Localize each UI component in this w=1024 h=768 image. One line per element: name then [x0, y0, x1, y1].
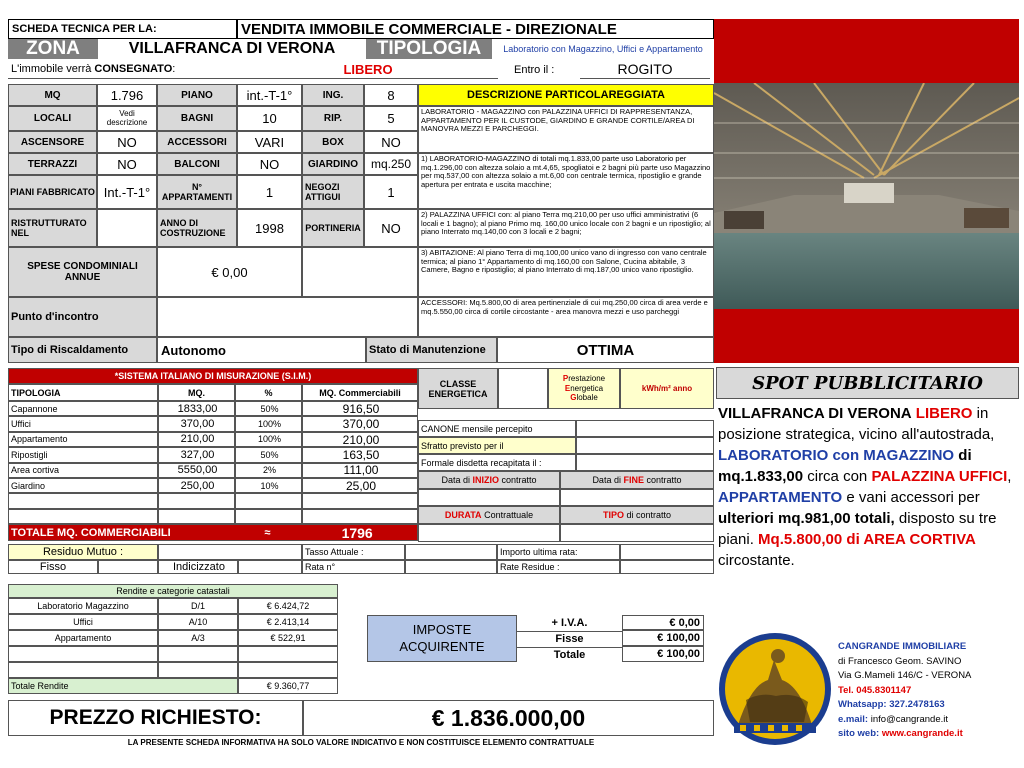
disclaimer: LA PRESENTE SCHEDA INFORMATIVA HA SOLO VALORE INDICATIVO E NON COSTITUISCE ELEMENTO CONTRATTUALE: [127, 737, 595, 747]
fisse-value: € 100,00: [622, 630, 704, 646]
descrizione-title: DESCRIZIONE PARTICOLAREGGIATA: [418, 84, 714, 106]
imposte-totale-label: Totale: [517, 647, 622, 662]
rate-residue-label: Rate Residue :: [497, 560, 620, 574]
rendite-empty-4: [8, 662, 158, 678]
spot-t8: ,: [1007, 468, 1012, 485]
agency-info: [838, 640, 1018, 742]
tipo-contratto-value: [560, 524, 714, 542]
sim-cell-tipologia: Uffici: [8, 416, 158, 431]
rendite-empty-6: [238, 662, 338, 678]
sim-cell-tipologia: Giardino: [8, 478, 158, 493]
agency-name: CANGRANDE IMMOBILIARE: [838, 641, 967, 652]
sim-cell-mq: 370,00: [158, 416, 235, 431]
descrizione-abitazione: 3) ABITAZIONE: Al piano Terra di mq.100,00 unico vano di ingresso con vano centrale termica; al piano 1° Appartamento di mq.160,00 con Salone, Cucina abitabile, 3 Camere, Bagno e ripostiglio; al piano Interrato di mq.187,00 unico vano ripostiglio.: [418, 247, 714, 297]
spot-t14: circostante.: [718, 552, 795, 569]
sim-title: *SISTEMA ITALIANO DI MISURAZIONE (S.I.M.): [8, 368, 418, 384]
prezzo-value: € 1.836.000,00: [303, 700, 714, 736]
piano-value: int.-T-1°: [237, 84, 302, 106]
sim-cell-commerciabili: 111,00: [302, 463, 418, 478]
sim-cell-commerciabili: 210,00: [302, 432, 418, 447]
spot-t1: VILLAFRANCA DI VERONA: [718, 405, 912, 422]
spot-t4: LABORATORIO con MAGAZZINO: [718, 447, 955, 464]
importo-label: Importo ultima rata:: [497, 544, 620, 560]
mutuo-indicizzato-value: [238, 560, 302, 574]
descrizione-uffici: 2) PALAZZINA UFFICI con: al piano Terra mq.210,00 per uso uffici amministrativi (6 locali e 1 bagno); al piano Primo mq. 160,00 unico locale con 2 bagni e un ripostiglio; al piano Interrato mq.140,00 con 3 locali e 2 bagni;: [418, 209, 714, 247]
red-banner-bottom: [714, 309, 1019, 363]
disdetta-value: [576, 454, 714, 471]
giardino-label: GIARDINO: [302, 153, 364, 175]
accessori-value: VARI: [237, 131, 302, 153]
ascensore-value: NO: [97, 131, 157, 153]
spot-t10: e vani accessori per: [846, 489, 980, 506]
rata-value: [405, 560, 497, 574]
rendite-cell-categoria: A/3: [158, 630, 238, 646]
sim-cell-mq: 1833,00: [158, 401, 235, 416]
data-inizio-label: [418, 471, 560, 489]
sim-totale-label: TOTALE MQ. COMMERCIABILI: [11, 526, 171, 539]
rip-value: 5: [364, 106, 418, 131]
inizio-word: INIZIO: [472, 475, 499, 485]
sim-cell-mq: 5550,00: [158, 463, 235, 478]
rendite-cell-immobile: Appartamento: [8, 630, 158, 646]
sim-header-mq: MQ.: [158, 384, 235, 401]
tasso-value: [405, 544, 497, 560]
accessori-label: ACCESSORI: [157, 131, 237, 153]
tasso-label: Tasso Attuale :: [302, 544, 405, 560]
bagni-label: BAGNI: [157, 106, 237, 131]
agency-whatsapp[interactable]: Whatsapp: 327.2478163: [838, 699, 945, 710]
piani-label: PIANI FABBRICATO: [8, 175, 97, 209]
mutuo-fisso: Fisso: [8, 560, 98, 574]
sim-empty-cell: [302, 493, 418, 508]
entro-label: Entro il :: [514, 63, 555, 76]
appartamenti-label: N° APPARTAMENTI: [157, 175, 237, 209]
terrazzi-value: NO: [97, 153, 157, 175]
rendite-empty-1: [8, 646, 158, 662]
data-fine-prefix: Data di: [592, 475, 621, 485]
sfratto-label: Sfratto previsto per il: [418, 437, 576, 454]
spot-t11: ulteriori mq.981,00 totali,: [718, 510, 895, 527]
negozi-value: 1: [364, 175, 418, 209]
descrizione-laboratorio: 1) LABORATORIO-MAGAZZINO di totali mq.1.833,00 parte uso Laboratorio per mq.1.296,00 con altezza solaio a mt.4,65, spogliatoi e 2 bagni più parte uso Magazzino per mq.537,00 con altezza solaio a mt.6,00 con centrale termica, ripostiglio e grande apertura per entrata e uscita macchine;: [418, 153, 714, 209]
sim-cell-mq: 250,00: [158, 478, 235, 493]
sim-totale-approx: ≈: [264, 526, 271, 539]
riscaldamento-value: Autonomo: [157, 337, 366, 363]
fine-word: FINE: [623, 475, 644, 485]
ristrutturato-label: RISTRUTTURATO NEL: [8, 209, 97, 247]
rendite-cell-categoria: A/10: [158, 614, 238, 630]
riscaldamento-label: Tipo di Riscaldamento: [8, 337, 157, 363]
consegnato-label: L'immobile verrà CONSEGNATO :: [8, 60, 238, 79]
agency-tel[interactable]: Tel. 045.8301147: [838, 684, 912, 696]
sim-empty-cell: [235, 509, 302, 524]
rate-residue-value: [620, 560, 714, 574]
sim-cell-percent: 50%: [235, 447, 302, 462]
data-fine-label: [560, 471, 714, 489]
rendite-empty-2: [158, 646, 238, 662]
spot-title: SPOT PUBBLICITARIO: [716, 367, 1019, 399]
piano-label: PIANO: [157, 84, 237, 106]
sim-cell-percent: 50%: [235, 401, 302, 416]
prestazione-energetica-label: [548, 368, 620, 409]
punto-incontro-value: [157, 297, 418, 337]
durata-suffix: Contrattuale: [484, 510, 534, 520]
balconi-value: NO: [237, 153, 302, 175]
piani-value: Int.-T-1°: [97, 175, 157, 209]
giardino-value: mq.250: [364, 153, 418, 175]
spot-t12: disposto su tre piani.: [718, 510, 997, 548]
prest-initial-g: G: [570, 393, 577, 403]
sim-totale-row: [8, 524, 418, 541]
sim-header-commerciabili: MQ. Commerciabili: [302, 384, 418, 401]
sim-empty-cell: [158, 509, 235, 524]
spot-t5: di mq.1.833,00: [718, 447, 972, 485]
mq-label: MQ: [8, 84, 97, 106]
punto-incontro-label: Punto d'incontro: [8, 297, 157, 337]
appartamenti-value: 1: [237, 175, 302, 209]
sim-cell-percent: 10%: [235, 478, 302, 493]
ascensore-label: ASCENSORE: [8, 131, 97, 153]
imposte-totale-value: € 100,00: [622, 646, 704, 662]
balconi-label: BALCONI: [157, 153, 237, 175]
spot-t7: PALAZZINA UFFICI: [871, 468, 1008, 485]
agency-web-label: sito web:: [838, 728, 880, 739]
descrizione-accessori: ACCESSORI: Mq.5.800,00 di area pertinenziale di cui mq.250,00 circa di area verde e mq.5.550,00 circa di cortile circostante - area manovra mezzi e uso parcheggi: [418, 297, 714, 337]
mutuo-indicizzato: Indicizzato: [158, 560, 238, 574]
sim-cell-tipologia: Area cortiva: [8, 463, 158, 478]
durata-value: [418, 524, 560, 542]
spot-t2: LIBERO: [915, 405, 973, 422]
rendite-empty-3: [238, 646, 338, 662]
sim-cell-mq: 327,00: [158, 447, 235, 462]
data-inizio-suffix: contratto: [501, 475, 537, 485]
red-banner-top: [714, 19, 1019, 83]
sim-header-tipologia: TIPOLOGIA: [8, 384, 158, 401]
spese-empty: [302, 247, 418, 297]
sim-cell-tipologia: Appartamento: [8, 432, 158, 447]
zona-value: VILLAFRANCA DI VERONA: [128, 40, 336, 57]
anno-costruzione-value: 1998: [237, 209, 302, 247]
classe-energetica-value: [498, 368, 548, 409]
rendite-cell-rendita: € 6.424,72: [238, 598, 338, 614]
rendite-totale-value: € 9.360,77: [238, 678, 338, 694]
rendite-cell-immobile: Uffici: [8, 614, 158, 630]
box-label: BOX: [302, 131, 364, 153]
sim-empty-cell: [302, 509, 418, 524]
mutuo-fisso-value: [98, 560, 158, 574]
document-title: VENDITA IMMOBILE COMMERCIALE - DIREZIONALE: [237, 19, 714, 39]
entro-value: ROGITO: [580, 60, 710, 79]
spot-text: [718, 403, 1018, 571]
sim-cell-tipologia: Capannone: [8, 401, 158, 416]
scheda-label: SCHEDA TECNICA PER LA:: [8, 19, 237, 39]
prest-initial-e: E: [564, 383, 571, 393]
data-fine-value: [560, 489, 714, 506]
kwh-unit: kWh/m² anno: [620, 368, 714, 409]
agency-owner: di Francesco Geom. SAVINO: [838, 655, 962, 667]
spese-label: SPESE CONDOMINIALI ANNUE: [8, 247, 157, 297]
sim-empty-cell: [8, 509, 158, 524]
disdetta-label: Formale disdetta recapitata il :: [418, 454, 576, 471]
sim-empty-cell: [235, 493, 302, 508]
descrizione-intro: LABORATORIO - MAGAZZINO con PALAZZINA UFFICI DI RAPPRESENTANZA, APPARTAMENTO PER IL CUSTODE, GIARDINO E GRANDE CORTILE/AREA DI MANOVRA MEZZI E PARCHEGGI.: [418, 106, 714, 153]
agency-web[interactable]: www.cangrande.it: [881, 728, 963, 739]
rendite-title: Rendite e categorie catastali: [8, 584, 338, 598]
portineria-value: NO: [364, 209, 418, 247]
negozi-label: NEGOZI ATTIGUI: [302, 175, 364, 209]
iva-label: + I.V.A.: [551, 616, 588, 629]
locali-value: Vedi descrizione: [97, 106, 157, 131]
tipologia-value: Laboratorio con Magazzino, Uffici e Appartamento: [503, 44, 703, 54]
manutenzione-value: OTTIMA: [497, 337, 714, 363]
sim-cell-percent: 100%: [235, 416, 302, 431]
rendite-cell-rendita: € 2.413,14: [238, 614, 338, 630]
data-inizio-value: [418, 489, 560, 506]
sim-totale-value: 1796: [341, 524, 373, 541]
agency-email[interactable]: info@cangrande.it: [870, 713, 948, 725]
rendite-cell-immobile: Laboratorio Magazzino: [8, 598, 158, 614]
spot-t3: in posizione strategica, vicino all'autostrada,: [718, 405, 995, 443]
rendite-totale-label: Totale Rendite: [8, 678, 238, 694]
tipo-contratto-label: [560, 506, 714, 524]
portineria-label: PORTINERIA: [302, 209, 364, 247]
terrazzi-label: TERRAZZI: [8, 153, 97, 175]
residuo-mutuo-label: Residuo Mutuo :: [8, 544, 158, 560]
prest-word-2: nergetica: [570, 383, 604, 393]
box-value: NO: [364, 131, 418, 153]
sim-cell-mq: 210,00: [158, 432, 235, 447]
prest-initial-p: P: [562, 374, 569, 384]
sim-cell-commerciabili: 370,00: [302, 416, 418, 431]
imposte-label: IMPOSTE ACQUIRENTE: [367, 615, 517, 662]
data-fine-suffix: contratto: [646, 475, 682, 485]
sim-empty-cell: [8, 493, 158, 508]
residuo-mutuo-value: [158, 544, 302, 560]
sim-cell-commerciabili: 916,50: [302, 401, 418, 416]
classe-energetica-label: CLASSE ENERGETICA: [418, 368, 498, 409]
sim-cell-tipologia: Ripostigli: [8, 447, 158, 462]
rendite-cell-rendita: € 522,91: [238, 630, 338, 646]
canone-value: [576, 420, 714, 437]
zona-label: ZONA: [8, 39, 98, 59]
rendite-cell-categoria: D/1: [158, 598, 238, 614]
tipo-suffix: di contratto: [626, 510, 672, 520]
warehouse-photo: [714, 83, 1019, 309]
data-inizio-prefix: Data di: [441, 475, 470, 485]
sim-cell-percent: 100%: [235, 432, 302, 447]
spese-value: € 0,00: [157, 247, 302, 297]
locali-label: LOCALI: [8, 106, 97, 131]
sim-cell-commerciabili: 163,50: [302, 447, 418, 462]
durata-label: [418, 506, 560, 524]
ristrutturato-value: [97, 209, 157, 247]
spot-t9: APPARTAMENTO: [718, 489, 843, 506]
rip-label: RIP.: [302, 106, 364, 131]
bagni-value: 10: [237, 106, 302, 131]
spot-t13: Mq.5.800,00 di AREA CORTIVA: [758, 531, 976, 548]
fisse-label: Fisse: [517, 631, 622, 646]
tipologia-label: TIPOLOGIA: [366, 39, 492, 59]
ing-label: ING.: [302, 84, 364, 106]
importo-value: [620, 544, 714, 560]
prest-word-3: lobale: [576, 393, 598, 403]
agency-address: Via G.Mameli 146/C - VERONA: [838, 670, 972, 681]
spot-t6: circa con: [807, 468, 868, 485]
sim-header-percent: %: [235, 384, 302, 401]
iva-value: € 0,00: [622, 615, 704, 630]
prest-word-1: restazione: [568, 374, 606, 384]
tipo-word: TIPO: [602, 510, 624, 520]
rendite-empty-5: [158, 662, 238, 678]
rata-label: Rata n°: [302, 560, 405, 574]
cangrande-logo-icon: [716, 630, 834, 748]
stato-consegna: LIBERO: [238, 60, 498, 79]
sfratto-value: [576, 437, 714, 454]
sim-cell-commerciabili: 25,00: [302, 478, 418, 493]
durata-word: DURATA: [444, 510, 482, 520]
sim-empty-cell: [158, 493, 235, 508]
sim-cell-percent: 2%: [235, 463, 302, 478]
canone-label: CANONE mensile percepito: [418, 420, 576, 437]
anno-costruzione-label: ANNO DI COSTRUZIONE: [157, 209, 237, 247]
manutenzione-label: Stato di Manutenzione: [366, 337, 497, 363]
ing-value: 8: [364, 84, 418, 106]
mq-value: 1.796: [97, 84, 157, 106]
prezzo-label: PREZZO RICHIESTO:: [8, 700, 303, 736]
agency-email-label: e.mail:: [838, 713, 869, 725]
